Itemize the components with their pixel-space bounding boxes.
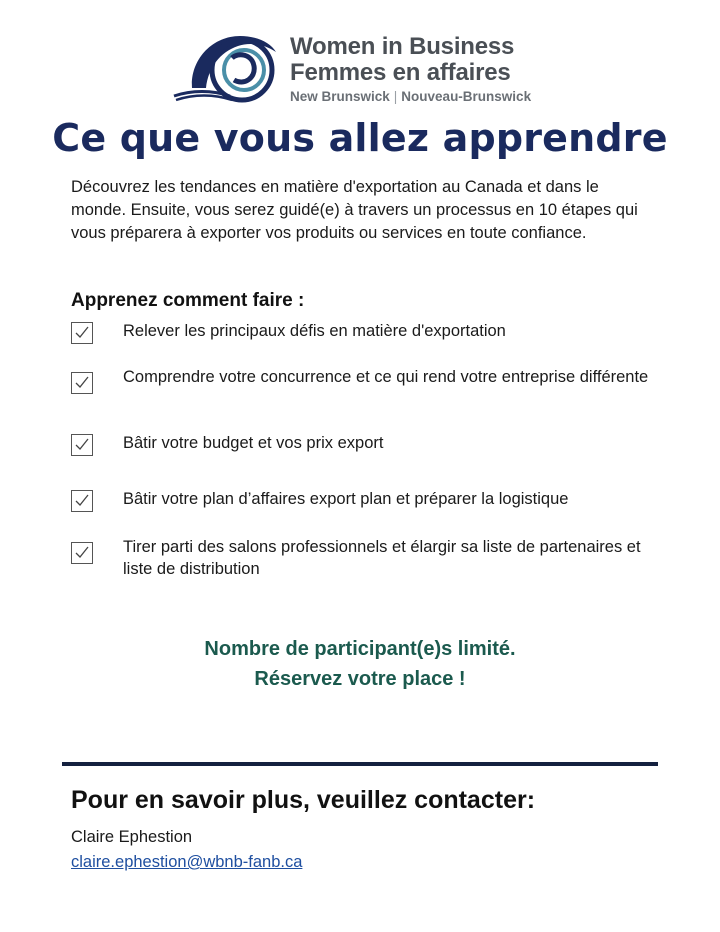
checkbox-checked-icon xyxy=(71,372,93,394)
logo-line-french: Femmes en affaires xyxy=(290,59,511,86)
intro-paragraph: Découvrez les tendances en matière d'exportation au Canada et dans le monde. Ensuite, vous serez guidé(e) à travers un processus en 10 étapes qui vous préparera à exporter vos produits ou services en toute confiance. xyxy=(71,178,638,242)
logo-province xyxy=(290,88,531,106)
cta-limited-seats: Nombre de participant(e)s limité. xyxy=(204,638,516,660)
checklist-item-label: Bâtir votre plan d’affaires export plan et préparer la logistique xyxy=(123,490,569,508)
page-title: Ce que vous allez apprendre xyxy=(52,116,668,160)
learn-heading: Apprenez comment faire : xyxy=(71,290,305,311)
checkbox-checked-icon xyxy=(71,542,93,564)
logo-province-english: New Brunswick xyxy=(290,89,390,104)
contact-email-link[interactable]: claire.ephestion@wbnb-fanb.ca xyxy=(71,853,303,871)
checklist-item-label: Bâtir votre budget et vos prix export xyxy=(123,434,384,452)
cta-reserve: Réservez votre place ! xyxy=(254,668,466,690)
checklist-item-label: Tirer parti des salons professionnels et élargir sa liste de partenaires et liste de distribution xyxy=(123,538,641,578)
contact-name: Claire Ephestion xyxy=(71,828,193,846)
checkbox-checked-icon xyxy=(71,434,93,456)
logo-line-english: Women in Business xyxy=(290,33,515,60)
logo-separator: | xyxy=(393,89,398,104)
organization-logo xyxy=(172,30,572,112)
call-to-action xyxy=(0,634,720,694)
section-divider xyxy=(62,762,658,766)
checkbox-checked-icon xyxy=(71,322,93,344)
logo-wordmark xyxy=(290,34,531,106)
logo-mark-icon xyxy=(172,30,282,110)
checkbox-checked-icon xyxy=(71,490,93,512)
checklist-item-label: Relever les principaux défis en matière d'exportation xyxy=(123,322,506,340)
checklist-item-label: Comprendre votre concurrence et ce qui rend votre entreprise différente xyxy=(123,368,649,386)
logo-province-french: Nouveau-Brunswick xyxy=(401,89,532,104)
contact-heading: Pour en savoir plus, veuillez contacter: xyxy=(71,786,536,814)
